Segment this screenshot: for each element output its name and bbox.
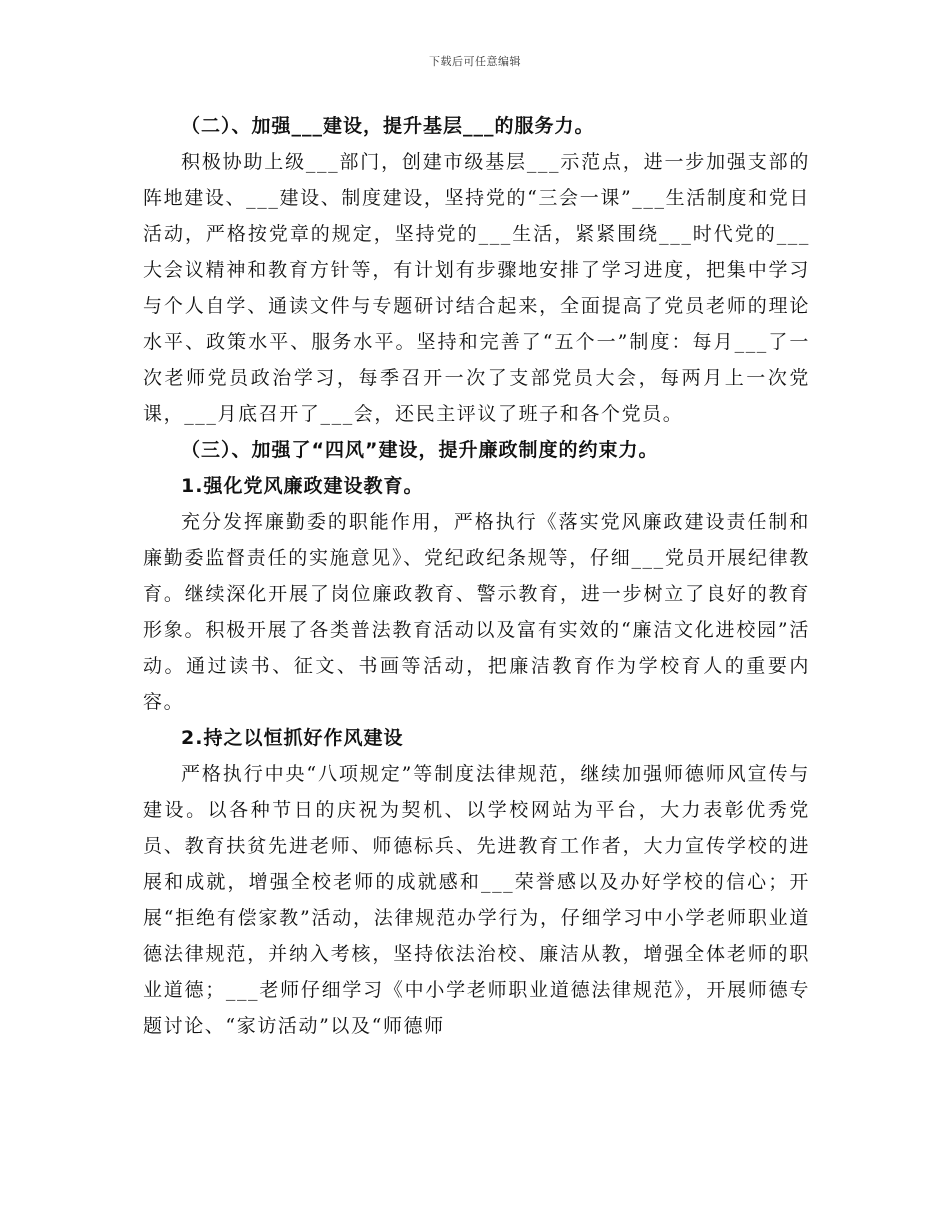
body-paragraph: 严格执行中央“八项规定”等制度法律规范，继续加强师德师风宣传与建设。以各种节日的庆祝为契机、以学校网站为平台，大力表彰优秀党员、教育扶贫先进老师、师德标兵、先进教育工作者，大力宣传学校的进展和成就，增强全校老师的成就感和___荣誉感以及办好学校的信心；开展“拒绝有偿家教”活动，法律规范办学行为，仔细学习中小学老师职业道德法律规范，并纳入考核，坚持依法治校、廉洁从教，增强全体老师的职业道德；___老师仔细学习《中小学老师职业道德法律规范》，开展师德专题讨论、“家访活动”以及“师德师 xyxy=(143,763,810,1037)
body-paragraph: 积极协助上级___部门，创建市级基层___示范点，进一步加强支部的阵地建设、___建设、制度建设，坚持党的“三会一课”___生活制度和党日活动，严格按党章的规定，坚持党的___生活，紧紧围绕___时代党的___大会议精神和教育方针等，有计划有步骤地安排了学习进度，把集中学习与个人自学、通读文件与专题研讨结合起来，全面提高了党员老师的理论水平、政策水平、服务水平。坚持和完善了“五个一”制度：每月___了一次老师党员政治学习，每季召开一次了支部党员大会，每两月上一次党课，___月底召开了___会，还民主评议了班子和各个党员。 xyxy=(143,151,810,425)
section-heading-3: （三）、加强了“四风”建设，提升廉政制度的约束力。 xyxy=(181,439,659,461)
page-header: 下载后可任意编辑 xyxy=(429,55,521,68)
document-body xyxy=(143,108,810,1044)
subheading-1: 1.强化党风廉政建设教育。 xyxy=(181,475,424,497)
body-paragraph: 充分发挥廉勤委的职能作用，严格执行《落实党风廉政建设责任制和廉勤委监督责任的实施意见》、党纪政纪条规等，仔细___党员开展纪律教育。继续深化开展了岗位廉政教育、警示教育，进一步树立了良好的教育形象。积极开展了各类普法教育活动以及富有实效的“廉洁文化进校园”活动。通过读书、征文、书画等活动，把廉洁教育作为学校育人的重要内容。 xyxy=(143,511,810,713)
subheading-2: 2.持之以恒抓好作风建设 xyxy=(181,727,404,749)
section-heading-2: （二）、加强___建设，提升基层___的服务力。 xyxy=(181,115,595,137)
